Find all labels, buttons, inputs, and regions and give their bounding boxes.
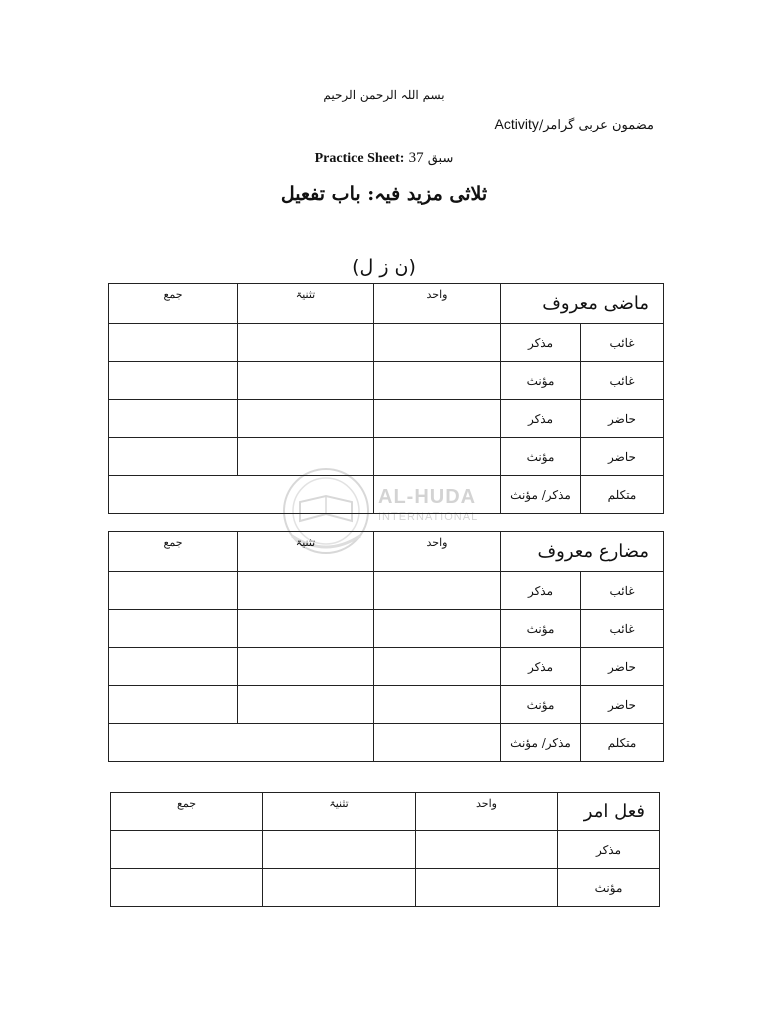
col-dual: تثنیۃ (238, 532, 374, 572)
table-title: ماضی معروف (501, 284, 664, 324)
gender-label: مذکر (501, 324, 581, 362)
person-label: متکلم (581, 724, 664, 762)
page-title: ثلاثی مزید فیہ: باب تفعیل (280, 183, 488, 205)
answer-cell[interactable] (238, 572, 374, 610)
answer-cell[interactable] (263, 869, 416, 907)
madi-table (108, 283, 664, 514)
gender-label: مؤنث (558, 869, 660, 907)
answer-cell[interactable] (109, 648, 238, 686)
practice-sheet-label: Practice Sheet: (314, 151, 405, 166)
person-label: حاضر (581, 686, 664, 724)
answer-cell[interactable] (111, 831, 263, 869)
gender-label: مذکر (558, 831, 660, 869)
answer-cell[interactable] (374, 572, 501, 610)
activity-label: Activity (494, 116, 539, 132)
answer-cell[interactable] (374, 724, 501, 762)
answer-cell[interactable] (111, 869, 263, 907)
answer-cell[interactable] (374, 610, 501, 648)
answer-cell[interactable] (109, 476, 374, 514)
person-label: غائب (581, 610, 664, 648)
gender-label: مؤنث (501, 438, 581, 476)
gender-label: مؤنث (501, 686, 581, 724)
col-singular: واحد (374, 532, 501, 572)
answer-cell[interactable] (416, 869, 558, 907)
answer-cell[interactable] (238, 324, 374, 362)
answer-cell[interactable] (374, 400, 501, 438)
answer-cell[interactable] (374, 686, 501, 724)
gender-label: مذکر/ مؤنث (501, 476, 581, 514)
answer-cell[interactable] (263, 831, 416, 869)
gender-label: مذکر (501, 648, 581, 686)
gender-label: مذکر (501, 400, 581, 438)
col-plural: جمع (111, 793, 263, 831)
answer-cell[interactable] (238, 438, 374, 476)
answer-cell[interactable] (109, 572, 238, 610)
col-singular: واحد (374, 284, 501, 324)
person-label: غائب (581, 572, 664, 610)
col-dual: تثنیۃ (238, 284, 374, 324)
answer-cell[interactable] (374, 438, 501, 476)
answer-cell[interactable] (109, 610, 238, 648)
subject-line (495, 116, 655, 133)
answer-cell[interactable] (238, 686, 374, 724)
person-label: حاضر (581, 648, 664, 686)
answer-cell[interactable] (238, 610, 374, 648)
answer-cell[interactable] (416, 831, 558, 869)
bismillah: بسم اللہ الرحمن الرحیم (323, 88, 445, 102)
answer-cell[interactable] (374, 324, 501, 362)
watermark-line-2: INTERNATIONAL (378, 511, 479, 523)
answer-cell[interactable] (374, 476, 501, 514)
answer-cell[interactable] (109, 686, 238, 724)
answer-cell[interactable] (238, 362, 374, 400)
answer-cell[interactable] (238, 648, 374, 686)
answer-cell[interactable] (109, 362, 238, 400)
answer-cell[interactable] (238, 400, 374, 438)
person-label: متکلم (581, 476, 664, 514)
root-letters: (ن ز ل) (352, 256, 416, 278)
table-title: فعل امر (558, 793, 660, 831)
answer-cell[interactable] (109, 400, 238, 438)
gender-label: مذکر/ مؤنث (501, 724, 581, 762)
col-dual: تثنیۃ (263, 793, 416, 831)
subject-label: مضمون عربی گرامر/ (538, 118, 654, 133)
person-label: حاضر (581, 438, 664, 476)
col-plural: جمع (109, 532, 238, 572)
answer-cell[interactable] (109, 324, 238, 362)
practice-sheet-number: 37 (408, 150, 424, 166)
col-plural: جمع (109, 284, 238, 324)
amr-table (110, 792, 660, 907)
person-label: غائب (581, 362, 664, 400)
gender-label: مؤنث (501, 362, 581, 400)
gender-label: مؤنث (501, 610, 581, 648)
answer-cell[interactable] (109, 724, 374, 762)
gender-label: مذکر (501, 572, 581, 610)
person-label: غائب (581, 324, 664, 362)
mudari-table (108, 531, 664, 762)
answer-cell[interactable] (374, 648, 501, 686)
practice-sheet-line (0, 150, 768, 167)
col-singular: واحد (416, 793, 558, 831)
lesson-label: سبق (427, 151, 454, 166)
table-title: مضارع معروف (501, 532, 664, 572)
person-label: حاضر (581, 400, 664, 438)
answer-cell[interactable] (374, 362, 501, 400)
watermark-line-1: AL-HUDA (378, 486, 477, 508)
answer-cell[interactable] (109, 438, 238, 476)
